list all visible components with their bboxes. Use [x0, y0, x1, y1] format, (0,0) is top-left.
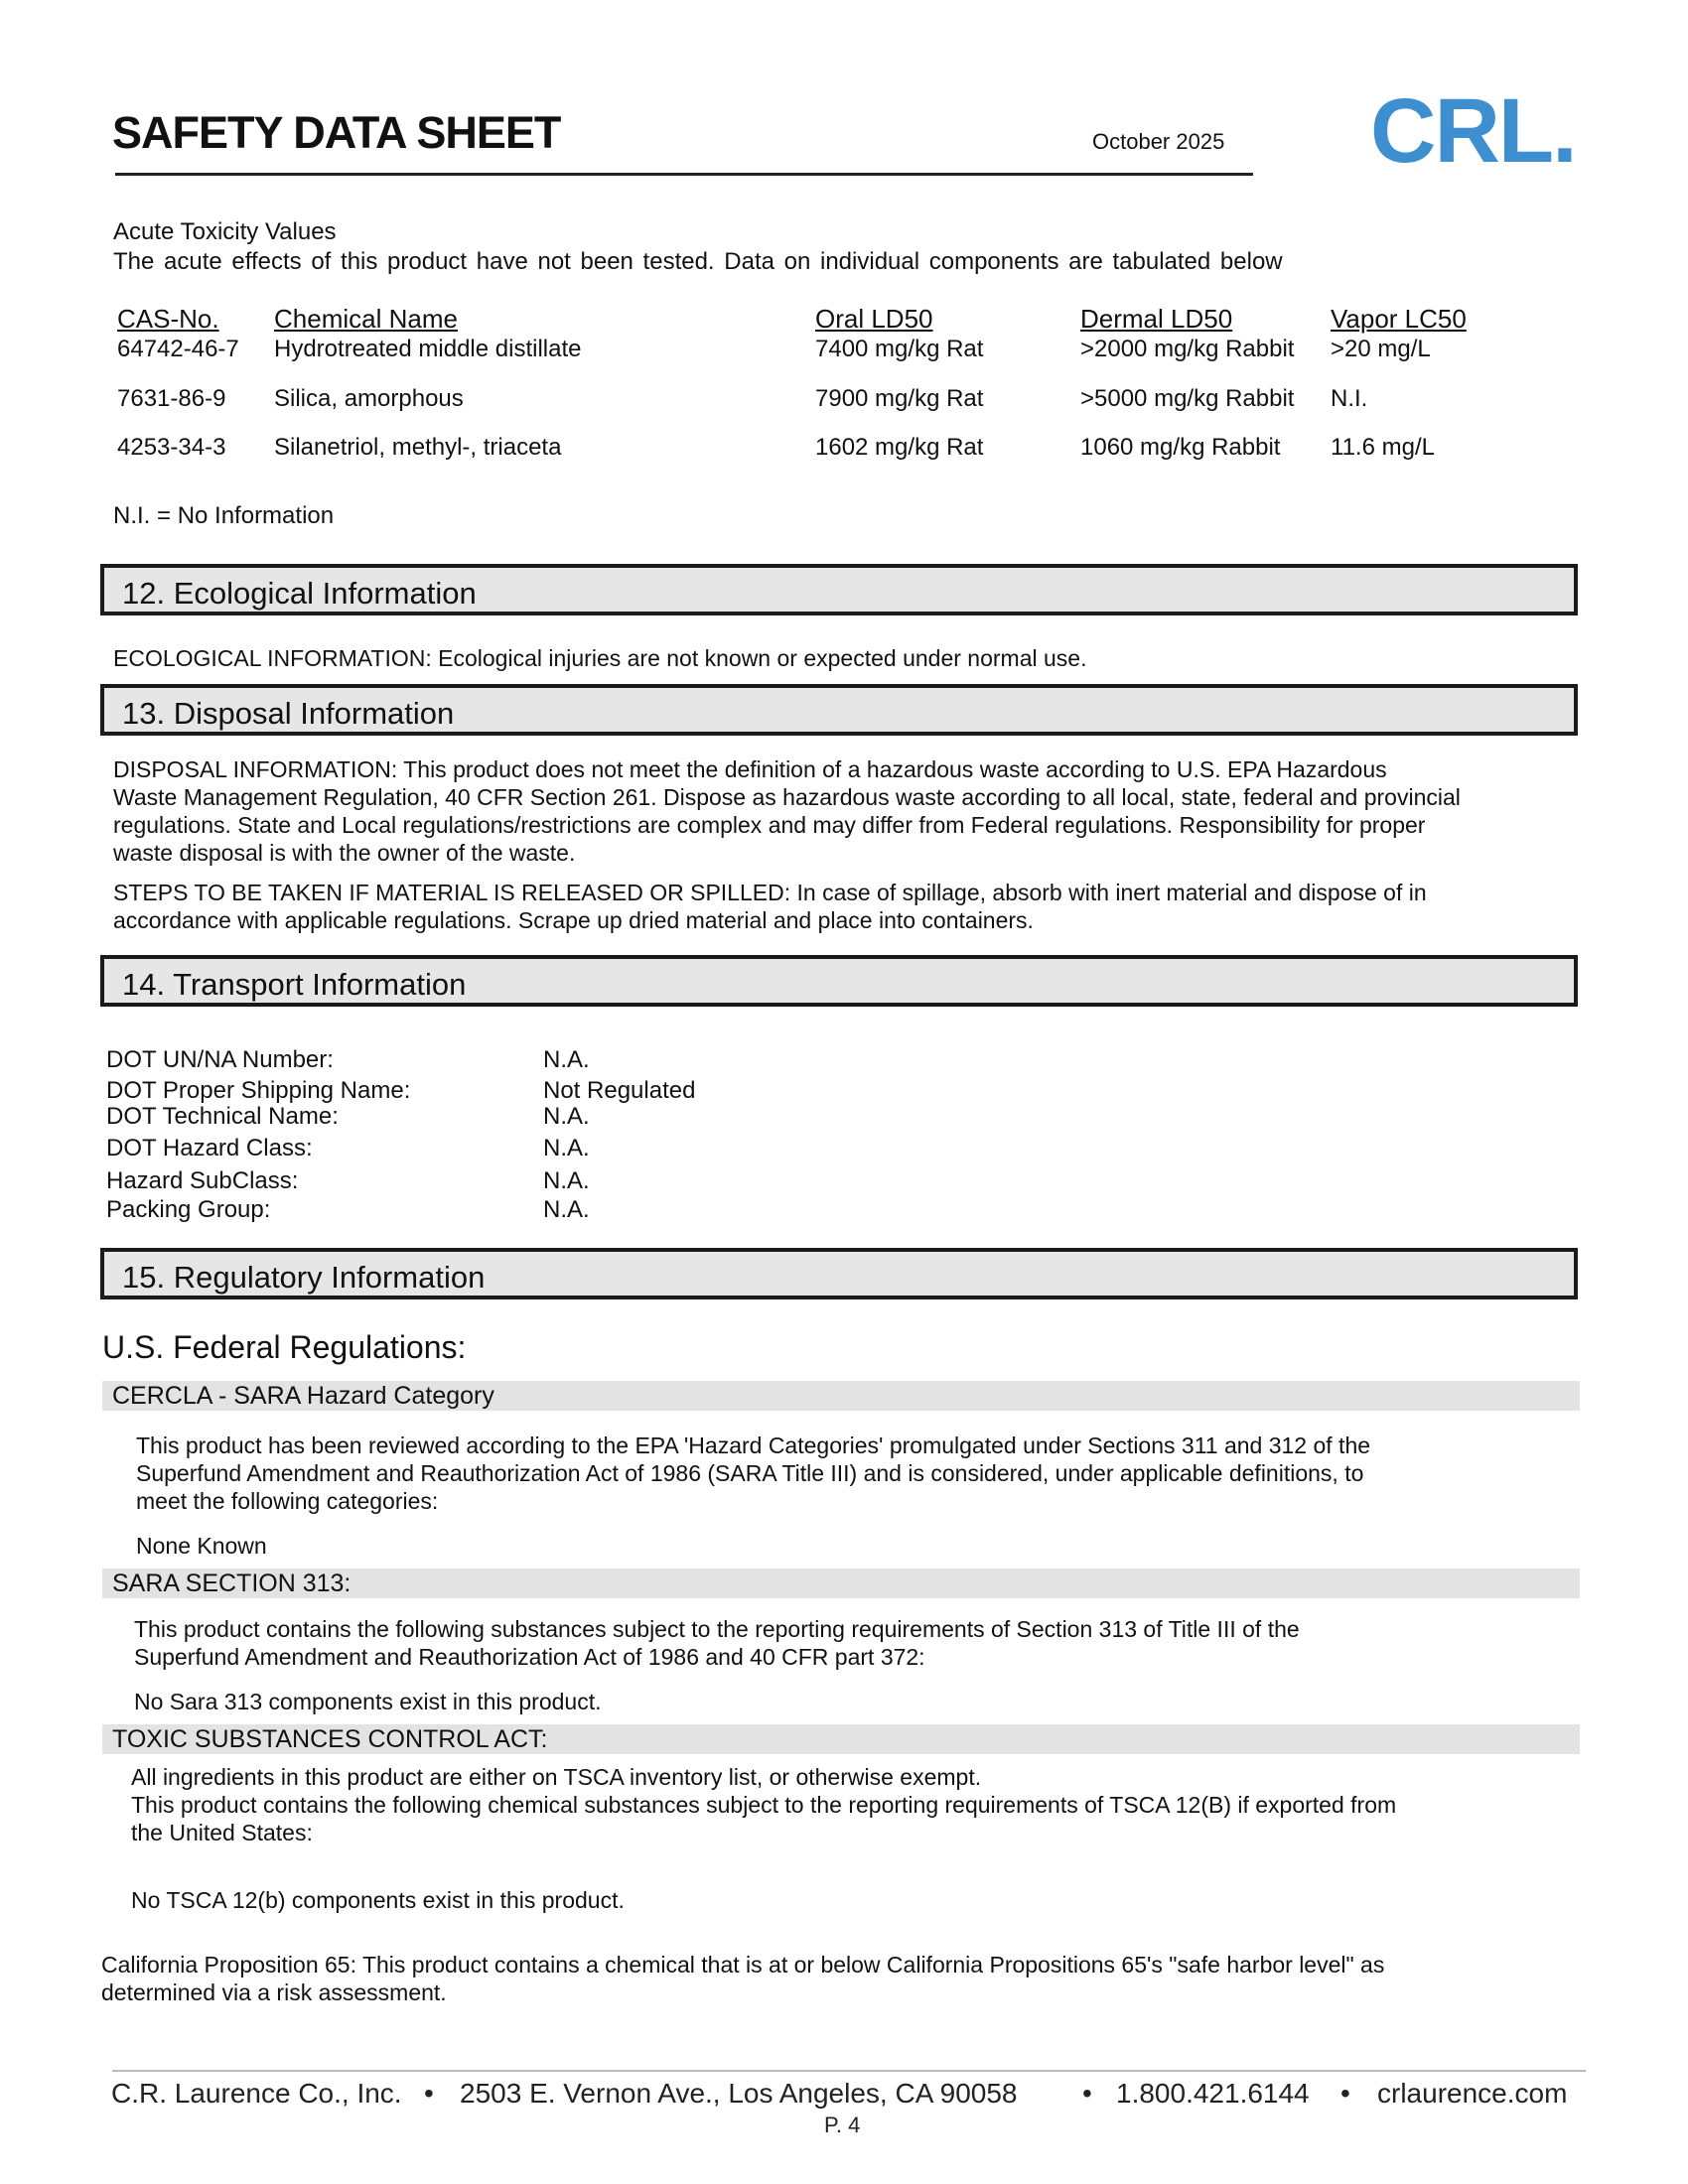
document-date: October 2025	[1092, 129, 1225, 154]
section-title: 15. Regulatory Information	[122, 1260, 486, 1295]
cell-dermal-ld50: >5000 mg/kg Rabbit	[1080, 385, 1295, 412]
toxicity-heading: Acute Toxicity Values	[113, 218, 337, 245]
section-header-ecological	[100, 564, 1578, 615]
cell-cas: 7631-86-9	[117, 385, 226, 412]
cell-vapor-lc50: 11.6 mg/L	[1331, 434, 1435, 461]
subheader-tsca	[102, 1724, 1580, 1754]
text-line: the United States:	[131, 1820, 313, 1845]
footer-company: C.R. Laurence Co., Inc.	[111, 2078, 402, 2109]
crl-logo: CRL.	[1370, 80, 1576, 182]
subheader-sara-313	[102, 1569, 1580, 1598]
subheader-title: CERCLA - SARA Hazard Category	[112, 1382, 494, 1410]
transport-label: Packing Group:	[106, 1196, 271, 1223]
transport-label: Hazard SubClass:	[106, 1167, 299, 1194]
subheader-cercla	[102, 1381, 1580, 1411]
text-line: STEPS TO BE TAKEN IF MATERIAL IS RELEASED OR SPILLED: In case of spillage, absorb with inert material and dispose of in	[113, 880, 1427, 905]
cell-oral-ld50: 1602 mg/kg Rat	[815, 434, 984, 461]
ni-note: N.I. = No Information	[113, 502, 335, 529]
cell-oral-ld50: 7400 mg/kg Rat	[815, 336, 984, 362]
subheader-title: TOXIC SUBSTANCES CONTROL ACT:	[112, 1725, 548, 1753]
cell-vapor-lc50: N.I.	[1331, 385, 1368, 412]
page-number: P. 4	[824, 2113, 861, 2137]
footer-separator: •	[1340, 2078, 1350, 2109]
text-line: This product has been reviewed according to the EPA 'Hazard Categories' promulgated under Sections 311 and 312 of the	[136, 1433, 1371, 1458]
text-line: DISPOSAL INFORMATION: This product does not meet the definition of a hazardous waste according to U.S. EPA Hazardous	[113, 756, 1387, 782]
section-title: 13. Disposal Information	[122, 696, 455, 731]
cell-cas: 4253-34-3	[117, 434, 226, 461]
federal-regulations-title: U.S. Federal Regulations:	[102, 1329, 467, 1365]
footer-address: 2503 E. Vernon Ave., Los Angeles, CA 90058	[460, 2078, 1018, 2109]
text-line: meet the following categories:	[136, 1488, 439, 1514]
sara-313-paragraph	[134, 1615, 1564, 1671]
column-header-oral-ld50: Oral LD50	[815, 304, 933, 334]
cell-chemical-name: Silica, amorphous	[274, 385, 464, 412]
column-header-vapor-lc50: Vapor LC50	[1331, 304, 1467, 334]
disposal-paragraph	[113, 755, 1583, 867]
transport-value: N.A.	[543, 1196, 590, 1223]
ecological-text: ECOLOGICAL INFORMATION: Ecological injuries are not known or expected under normal use.	[113, 645, 1087, 671]
tsca-result: No TSCA 12(b) components exist in this product.	[131, 1887, 625, 1913]
footer-divider	[112, 2070, 1586, 2072]
prop-65-paragraph	[101, 1951, 1571, 2006]
spill-paragraph	[113, 879, 1583, 934]
cell-cas: 64742-46-7	[117, 336, 239, 362]
text-line: Superfund Amendment and Reauthorization Act of 1986 (SARA Title III) and is considered, under applicable definitions, to	[136, 1460, 1364, 1486]
cercla-paragraph	[136, 1432, 1566, 1515]
text-line: determined via a risk assessment.	[101, 1979, 447, 2005]
column-header-dermal-ld50: Dermal LD50	[1080, 304, 1233, 334]
text-line: All ingredients in this product are either on TSCA inventory list, or otherwise exempt.	[131, 1764, 982, 1790]
cell-dermal-ld50: >2000 mg/kg Rabbit	[1080, 336, 1295, 362]
header-divider	[115, 173, 1253, 176]
transport-value: Not Regulated	[543, 1077, 696, 1104]
tsca-paragraph	[131, 1763, 1561, 1846]
transport-label: DOT Proper Shipping Name:	[106, 1077, 411, 1104]
toxicity-intro: The acute effects of this product have not been tested. Data on individual components are tabulated below	[113, 248, 1283, 275]
text-line: regulations. State and Local regulations/restrictions are complex and may differ from Federal regulations. Responsibility for proper	[113, 812, 1426, 838]
cercla-result: None Known	[136, 1533, 267, 1559]
text-line: This product contains the following chemical substances subject to the reporting requirements of TSCA 12(B) if exported from	[131, 1792, 1397, 1818]
transport-value: N.A.	[543, 1167, 590, 1194]
footer-separator: •	[424, 2078, 434, 2109]
section-title: 12. Ecological Information	[122, 576, 477, 611]
cell-oral-ld50: 7900 mg/kg Rat	[815, 385, 984, 412]
transport-value: N.A.	[543, 1135, 590, 1161]
text-line: accordance with applicable regulations. Scrape up dried material and place into containers.	[113, 907, 1034, 933]
text-line: waste disposal is with the owner of the waste.	[113, 840, 576, 866]
text-line: Superfund Amendment and Reauthorization Act of 1986 and 40 CFR part 372:	[134, 1644, 925, 1670]
footer-phone: 1.800.421.6144	[1116, 2078, 1310, 2109]
transport-value: N.A.	[543, 1103, 590, 1130]
text-line: California Proposition 65: This product contains a chemical that is at or below California Propositions 65's "safe harbor level" as	[101, 1952, 1385, 1978]
text-line: Waste Management Regulation, 40 CFR Section 261. Dispose as hazardous waste according to all local, state, federal and provincial	[113, 784, 1461, 810]
footer-website[interactable]: crlaurence.com	[1377, 2078, 1568, 2109]
document-title: SAFETY DATA SHEET	[112, 107, 561, 158]
subheader-title: SARA SECTION 313:	[112, 1570, 352, 1597]
transport-label: DOT Hazard Class:	[106, 1135, 313, 1161]
text-line: This product contains the following substances subject to the reporting requirements of Section 313 of Title III of the	[134, 1616, 1300, 1642]
section-header-disposal	[100, 684, 1578, 736]
column-header-cas: CAS-No.	[117, 304, 219, 334]
cell-chemical-name: Hydrotreated middle distillate	[274, 336, 582, 362]
transport-value: N.A.	[543, 1046, 590, 1073]
transport-label: DOT UN/NA Number:	[106, 1046, 334, 1073]
cell-vapor-lc50: >20 mg/L	[1331, 336, 1431, 362]
cell-chemical-name: Silanetriol, methyl-, triaceta	[274, 434, 562, 461]
cell-dermal-ld50: 1060 mg/kg Rabbit	[1080, 434, 1281, 461]
section-header-transport	[100, 955, 1578, 1007]
transport-label: DOT Technical Name:	[106, 1103, 339, 1130]
section-header-regulatory	[100, 1248, 1578, 1299]
section-title: 14. Transport Information	[122, 967, 467, 1002]
column-header-chemical-name: Chemical Name	[274, 304, 458, 334]
sara-313-result: No Sara 313 components exist in this product.	[134, 1689, 602, 1714]
footer-separator: •	[1082, 2078, 1092, 2109]
